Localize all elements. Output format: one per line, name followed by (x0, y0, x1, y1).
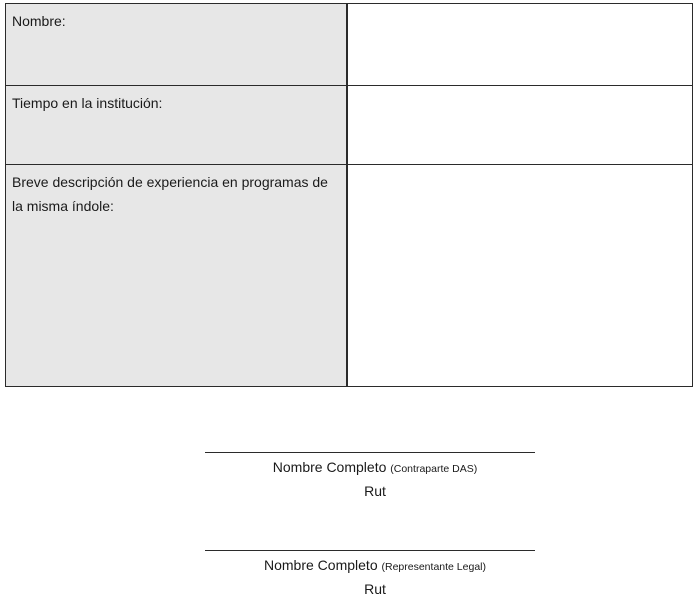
signature-role: (Representante Legal) (381, 561, 486, 573)
signature-line (205, 550, 535, 551)
experiencia-value-field[interactable] (348, 165, 692, 386)
signature-block-representante (205, 550, 545, 598)
signature-name (205, 556, 545, 576)
information-form-table (5, 3, 693, 387)
tiempo-institucion-value-field[interactable] (348, 86, 692, 164)
nombre-label: Nombre: (6, 4, 348, 85)
signature-rut: Rut (364, 581, 386, 597)
form-row-nombre (6, 4, 692, 85)
signature-block-contraparte (205, 452, 545, 500)
tiempo-institucion-label: Tiempo en la institución: (6, 86, 348, 164)
signature-name-text: Nombre Completo (264, 557, 378, 573)
form-row-experiencia (6, 164, 692, 386)
signature-role: (Contraparte DAS) (390, 463, 478, 475)
signature-name-text: Nombre Completo (272, 459, 387, 475)
signature-line (205, 452, 535, 453)
signature-rut: Rut (364, 483, 386, 499)
nombre-value-field[interactable] (348, 4, 692, 85)
signature-name (205, 458, 545, 478)
experiencia-label: Breve descripción de experiencia en programas de la misma índole: (6, 165, 348, 386)
form-row-tiempo (6, 85, 692, 164)
